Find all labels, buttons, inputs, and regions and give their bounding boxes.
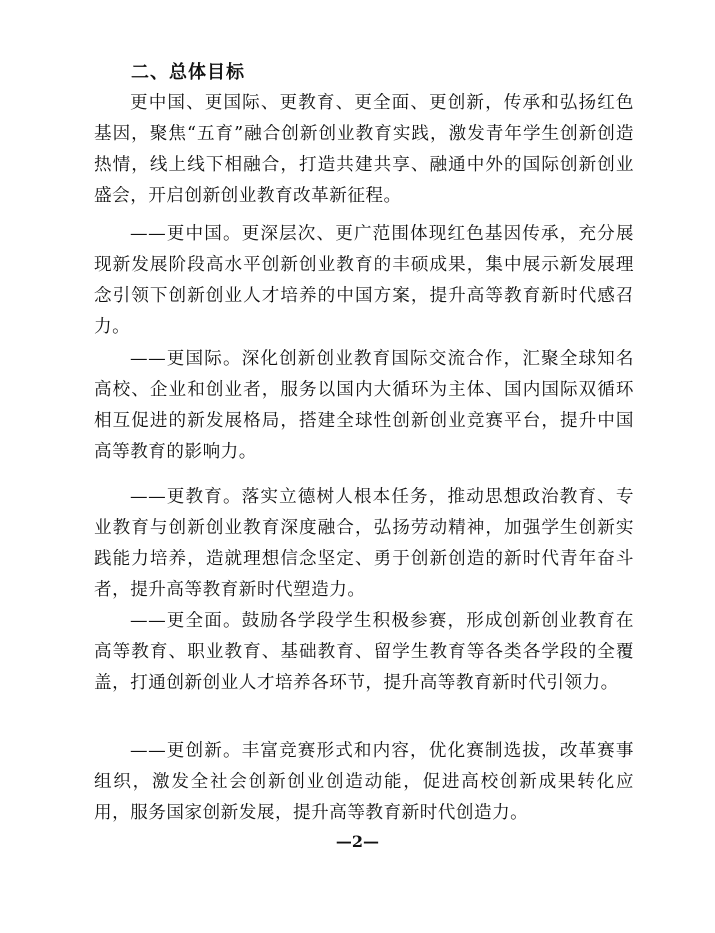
intro-text: 更中国、更国际、更教育、更全面、更创新，传承和弘扬红色基因，聚焦“五育”融合创新创业教育实践，激发青年学生创新创造热情，线上线下相融合，打造共建共享、融通中外的国际创新创业盛会，开启创新创业教育改革新征程。: [94, 93, 634, 206]
international-lead: ——更国际。: [130, 349, 242, 369]
page-number: —2—: [335, 832, 380, 851]
comprehensive-lead: ——更全面。: [130, 611, 242, 631]
innovation-body: 丰富竞赛形式和内容，优化赛制选拔，改革赛事组织，激发全社会创新创业创造动能，促进高校创新成果转化应用，服务国家创新发展，提升高等教育新时代创造力。: [94, 741, 634, 823]
comprehensive-body: 鼓励各学段学生积极参赛，形成创新创业教育在高等教育、职业教育、基础教育、留学生教育等各类各学段的全覆盖，打通创新创业人才培养各环节，提升高等教育新时代引领力。: [94, 611, 634, 693]
innovation-lead: ——更创新。: [130, 741, 242, 761]
innovation-paragraph: [94, 736, 634, 829]
china-lead: ——更中国。: [130, 224, 242, 244]
international-paragraph: [94, 344, 634, 468]
china-body: 更深层次、更广范围体现红色基因传承，充分展现新发展阶段高水平创新创业教育的丰硕成果，集中展示新发展理念引领下创新创业人才培养的中国方案，提升高等教育新时代感召力。: [94, 224, 634, 337]
comprehensive-paragraph: [94, 606, 634, 699]
international-body: 深化创新创业教育国际交流合作，汇聚全球知名高校、企业和创业者，服务以国内大循环为主体、国内国际双循环相互促进的新发展格局，搭建全球性创新创业竞赛平台，提升中国高等教育的影响力。: [94, 349, 634, 462]
intro-paragraph: [94, 88, 634, 212]
education-body: 落实立德树人根本任务，推动思想政治教育、专业教育与创新创业教育深度融合，弘扬劳动精神，加强学生创新实践能力培养，造就理想信念坚定、勇于创新创造的新时代青年奋斗者，提升高等教育新时代塑造力。: [94, 487, 634, 600]
china-paragraph: [94, 219, 634, 343]
education-lead: ——更教育。: [130, 487, 242, 507]
section-heading: 二、总体目标: [131, 62, 245, 83]
education-paragraph: [94, 482, 634, 606]
